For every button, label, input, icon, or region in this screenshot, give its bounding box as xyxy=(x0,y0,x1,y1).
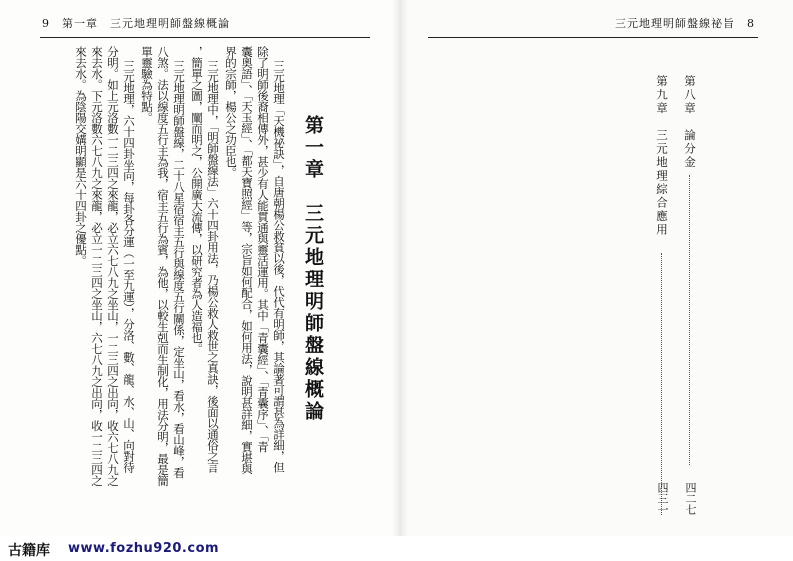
toc-entry-page: 四三一 xyxy=(656,482,669,515)
watermark-bar xyxy=(0,536,793,561)
toc-entry xyxy=(682,75,698,515)
watermark-site-name: 古籍库 xyxy=(8,543,50,559)
body-column: 單靈驗為特點。 xyxy=(140,46,154,123)
left-page xyxy=(0,0,401,536)
watermark-url: www.fozhu920.com xyxy=(68,541,220,556)
body-column: 三元地理明師盤線，二十八星宿宿主五行與線度五行關係，定坐山，看水，看山峰，看 xyxy=(172,60,186,478)
body-column: 界的宗師，楊公之功臣也。 xyxy=(224,46,238,178)
left-page-header: 9 第一章 三元地理明師盤線概論 xyxy=(42,17,230,30)
right-page-header: 三元地理明師盤線祕旨 8 xyxy=(615,17,755,30)
body-column: 來去水。下元洛數六七八九之來龍，必立一二三四之坐山，六七八九之出向，收一二三四之 xyxy=(90,46,104,486)
left-header-rule xyxy=(40,37,370,38)
toc-entry xyxy=(654,75,670,515)
toc-entry-page: 四二七 xyxy=(684,482,697,515)
toc-entry-label: 第八章 論分金 xyxy=(683,75,697,170)
right-header-rule xyxy=(428,37,758,38)
body-column: ，簡單之圖，闡而明之，公開廣大流傳，以研究者為人造福也。 xyxy=(190,46,204,354)
book-gutter xyxy=(392,0,408,536)
body-column: 三元地理，六十四卦坐向，每卦各分運（一至九運），分洛、數、龍、水、山、向對待 xyxy=(122,60,136,473)
body-column: 八煞。法以線度五行主為我，宿主五行為賓，為他，以較生剋而生制化，用法分明，最是簡 xyxy=(156,46,170,486)
toc-entry-label: 第九章 三元地理綜合應用 xyxy=(655,75,669,237)
body-column: 除了明師後裔相傳外，甚少有人能貫通與靈活運用。其中「青囊經」、「青囊序」、「青 xyxy=(256,46,270,452)
toc-leader-dots xyxy=(689,175,690,465)
body-column: 囊奧語」、「天玉經」、「都天寶照經」等，宗旨如何配合，如何用法，說明甚詳細，實堪與 xyxy=(240,46,254,474)
right-page xyxy=(400,0,793,536)
body-column: 來去水。為陰陽交媾明顯是六十四卦之優點。 xyxy=(74,46,88,266)
chapter-title: 第一章 三元地理明師盤線概論 xyxy=(302,115,324,423)
body-column: 三元地理「天機祕訣」，自唐朝楊公救貧以後，代代有明師，其論著可謂甚為詳細，但 xyxy=(272,60,286,473)
toc-leader-dots xyxy=(661,253,662,515)
body-column: 三元地理中，「明師盤線法」六十四卦用法，乃楊公救人救世之真訣，後面以通俗之言 xyxy=(206,60,220,473)
body-column: 分明。如上元洛數一二三四之來龍，必立六七八九之坐山，一二三四之出向，收六七八九之 xyxy=(106,46,120,486)
